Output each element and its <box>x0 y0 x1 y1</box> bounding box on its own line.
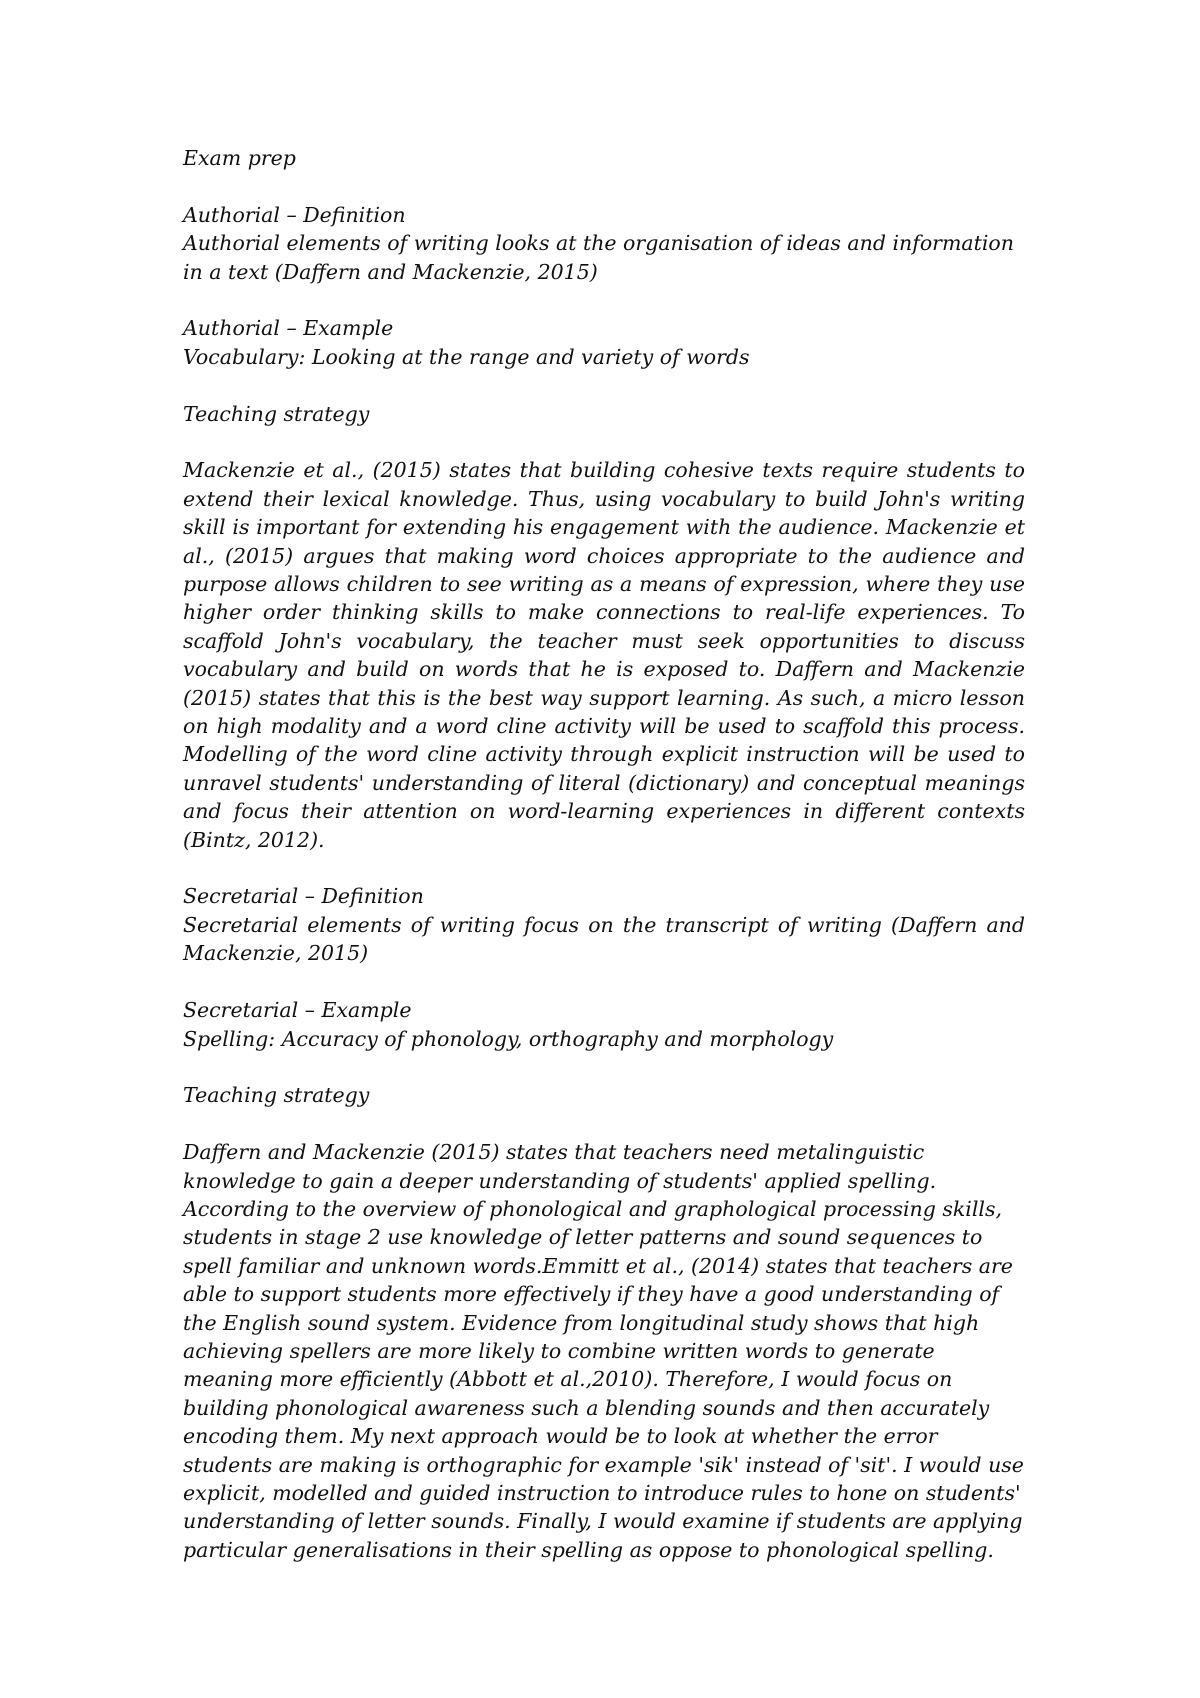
secretarial-definition-text: Secretarial elements of writing focus on the transcript of writing (Daffern and Mackenzie, 2015) <box>183 912 1025 966</box>
document-title: Exam prep <box>183 146 296 170</box>
secretarial-definition-heading: Secretarial – Definition <box>183 884 424 909</box>
authorial-definition-text: Authorial elements of writing looks at the organisation of ideas and information in a text (Daffern and Mackenzie, 2015) <box>183 231 1014 284</box>
teaching-strategy-heading-2: Teaching strategy <box>183 1083 370 1108</box>
authorial-definition-heading: Authorial – Definition <box>183 202 406 227</box>
teaching-strategy-paragraph-1: Mackenzie et al., (2015) states that building cohesive texts require students to extend their lexical knowledge. Thus, using vocabulary to build John's writing skill is important for extending his engagement with the audience. Mackenzie et al., (2015) argues that making word choices appropriate to the audience and purpose allows children to see writing as a means of expression, where they use higher order thinking skills to make connections to real-life experiences. To scaffold John's vocabulary, the teacher must seek opportunities to discuss vocabulary and build on words that he is exposed to. Daffern and Mackenzie (2015) states that this is the best way support learning. As such, a micro lesson on high modality and a word cline activity will be used to scaffold this process. Modelling of the word cline activity through explicit instruction will be used to unravel students' understanding of literal (dictionary) and conceptual meanings and focus their attention on word-learning experiences in different contexts (Bintz, 2012). <box>183 458 1025 852</box>
teaching-strategy-heading-1: Teaching strategy <box>183 401 370 426</box>
secretarial-example-heading: Secretarial – Example <box>183 998 412 1023</box>
secretarial-example-text: Spelling: Accuracy of phonology, orthography and morphology <box>183 1026 834 1051</box>
teaching-strategy-paragraph-2: Daffern and Mackenzie (2015) states that teachers need metalinguistic knowledge to gain a deeper understanding of students' applied spelling. According to the overview of phonological and graphological processing skills, students in stage 2 use knowledge of letter patterns and sound sequences to spell familiar and unknown words.Emmitt et al., (2014) states that teachers are able to support students more effectively if they have a good understanding of the English sound system. Evidence from longitudinal study shows that high achieving spellers are more likely to combine written words to generate meaning more efficiently (Abbott et al.,2010). Therefore, I would focus on building phonological awareness such a blending sounds and then accurately encoding them. My next approach would be to look at whether the error students are making is orthographic for example 'sik' instead of 'sit'. I would use explicit, modelled and guided instruction to introduce rules to hone on students' understanding of letter sounds. Finally, I would examine if students are applying particular generalisations in their spelling as oppose to phonological spelling. <box>183 1140 1024 1562</box>
authorial-example-text: Vocabulary: Looking at the range and variety of words <box>183 344 750 369</box>
document-body <box>183 144 1025 1564</box>
authorial-example-heading: Authorial – Example <box>183 316 394 341</box>
